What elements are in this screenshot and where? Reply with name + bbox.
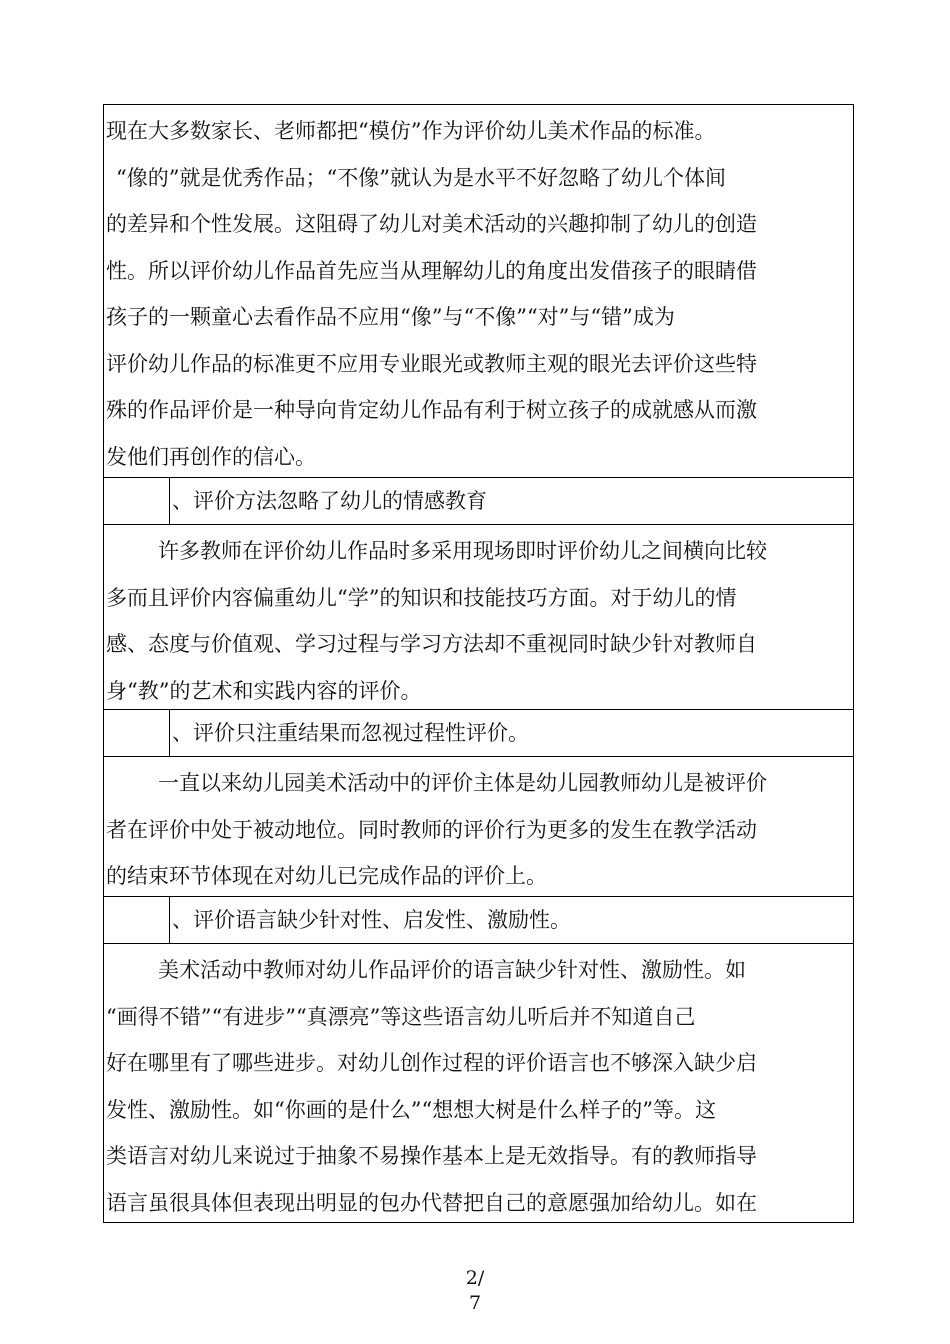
text-line: 发性、激励性。如“你画的是什么”“想想大树是什么样子的”等。这 [106, 1097, 716, 1122]
text-line: 类语言对幼儿来说过于抽象不易操作基本上是无效指导。有的教师指导 [106, 1144, 757, 1168]
text-line: 现在大多数家长、老师都把“模仿”作为评价幼儿美术作品的标准。 [106, 119, 716, 143]
paragraph-block-3 [103, 756, 854, 897]
page-number-line-2: 7 [468, 1292, 482, 1314]
section-heading: 、评价只注重结果而忽视过程性评价。 [172, 721, 529, 745]
text-line: 许多教师在评价幼儿作品时多采用现场即时评价幼儿之间横向比较 [158, 539, 767, 563]
text-line: 一直以来幼儿园美术活动中的评价主体是幼儿园教师幼儿是被评价 [158, 771, 767, 795]
document-table [103, 104, 854, 1223]
text-line: 美术活动中教师对幼儿作品评价的语言缺少针对性、激励性。如 [158, 958, 746, 982]
text-line: 殊的作品评价是一种导向肯定幼儿作品有利于树立孩子的成就感从而激 [106, 398, 757, 422]
section-heading: 、评价语言缺少针对性、启发性、激励性。 [172, 908, 571, 932]
section-heading-row-1 [103, 478, 854, 524]
text-line: 评价幼儿作品的标准更不应用专业眼光或教师主观的眼光去评价这些特 [106, 351, 757, 376]
heading-number-cell [104, 897, 170, 943]
text-line: 好在哪里有了哪些进步。对幼儿创作过程的评价语言也不够深入缺少启 [106, 1051, 757, 1075]
text-line: 感、态度与价值观、学习过程与学习方法却不重视同时缺少针对教师自 [106, 632, 757, 656]
section-heading-row-2 [103, 710, 854, 756]
text-line: 语言虽很具体但表现出明显的包办代替把自己的意愿强加给幼儿。如在 [106, 1190, 757, 1215]
heading-number-cell [104, 710, 170, 756]
text-line: 的差异和个性发展。这阻碍了幼儿对美术活动的兴趣抑制了幼儿的创造 [106, 212, 757, 236]
text-line: “像的”就是优秀作品；“不像”就认为是水平不好忽略了幼儿个体间 [116, 165, 726, 190]
text-line: 性。所以评价幼儿作品首先应当从理解幼儿的角度出发借孩子的眼睛借 [106, 258, 757, 283]
heading-number-cell [104, 478, 170, 524]
text-line: 发他们再创作的信心。 [106, 444, 316, 469]
text-line: 的结束环节体现在对幼儿已完成作品的评价上。 [106, 864, 547, 888]
page-number [0, 1266, 950, 1316]
text-line: 者在评价中处于被动地位。同时教师的评价行为更多的发生在教学活动 [106, 817, 757, 842]
paragraph-block-1 [103, 104, 854, 478]
section-heading-row-3 [103, 897, 854, 943]
paragraph-block-2 [103, 524, 854, 710]
paragraph-block-4 [103, 943, 854, 1223]
section-heading: 、评价方法忽略了幼儿的情感教育 [172, 489, 487, 513]
text-line: 孩子的一颗童心去看作品不应用“像”与“不像”“对”与“错”成为 [106, 305, 675, 329]
text-line: “画得不错”“有进步”“真漂亮”等这些语言幼儿听后并不知道自己 [106, 1004, 696, 1029]
text-line: 多而且评价内容偏重幼儿“学”的知识和技能技巧方面。对于幼儿的情 [106, 585, 737, 610]
text-line: 身“教”的艺术和实践内容的评价。 [106, 678, 422, 703]
page-number-line-1: 2/ [465, 1267, 485, 1289]
